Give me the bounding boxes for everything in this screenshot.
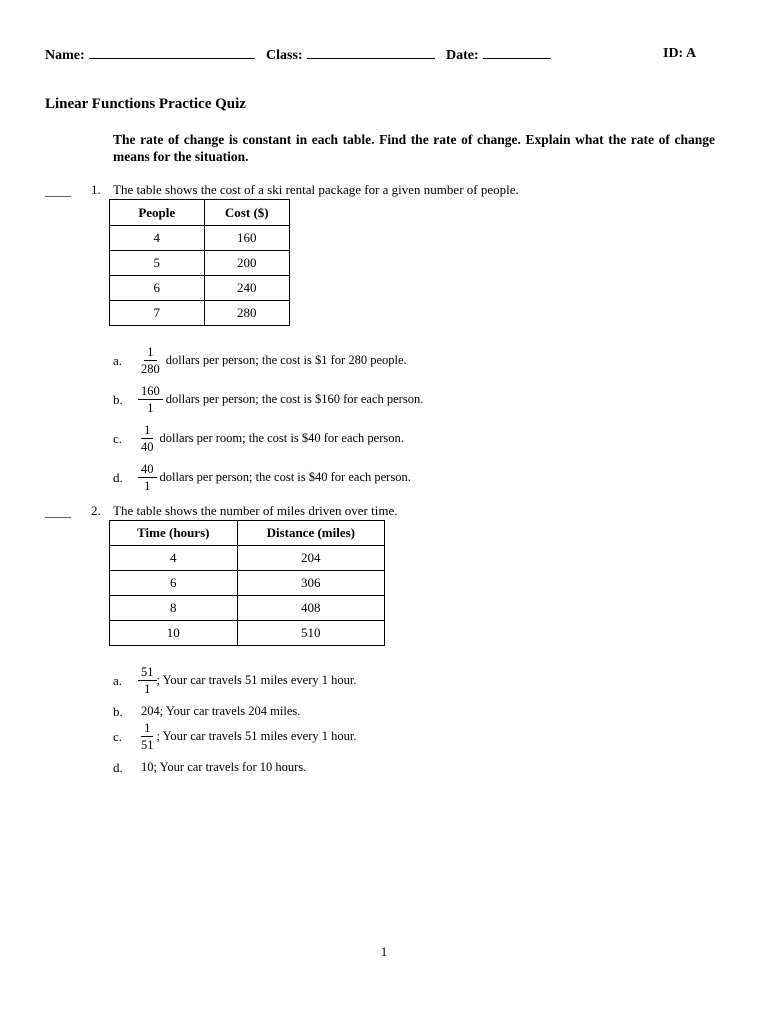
fraction-denominator: 1 [144,479,151,493]
fraction [138,721,157,752]
fraction-denominator: 51 [141,738,154,752]
fraction [138,384,163,415]
table-cell: 306 [237,571,384,596]
question-number-1: 1. [91,182,101,197]
class-blank [307,46,435,59]
choice-text: ; Your car travels 51 miles every 1 hour. [156,729,357,743]
fraction [138,462,157,493]
fraction-numerator: 40 [138,462,157,478]
ski-rental-table [109,199,290,326]
date-blank [483,46,551,59]
fraction [138,423,157,454]
fraction-numerator: 1 [141,423,153,439]
table-cell: 4 [110,226,205,251]
table-cell: 5 [110,251,205,276]
table-cell: 6 [110,276,205,301]
table-cell: 510 [237,621,384,646]
fraction-numerator: 160 [138,384,163,400]
quiz-title: Linear Functions Practice Quiz [45,96,246,112]
choice-2a [138,665,356,696]
table-header: People [110,200,205,226]
choice-text: dollars per person; the cost is $160 for each person. [165,392,424,406]
name-blank [89,46,255,59]
table-cell: 6 [110,571,238,596]
date-field [446,46,551,64]
table-header: Cost ($) [204,200,289,226]
table-header: Time (hours) [110,521,238,546]
class-field [266,46,435,64]
choice-text: dollars per room; the cost is $40 for each person. [159,431,404,445]
fraction-denominator: 40 [141,440,154,454]
table-cell: 10 [110,621,238,646]
choice-1c [138,423,404,454]
choice-letter: b. [113,704,123,719]
fraction-denominator: 1 [144,682,151,696]
choice-letter: c. [113,729,123,744]
question-text-2: The table shows the number of miles driven over time. [113,503,398,518]
choice-text: dollars per person; the cost is $1 for 280 people. [165,353,407,367]
table-cell: 160 [204,226,289,251]
choice-text: dollars per person; the cost is $40 for each person. [159,470,411,484]
fraction-denominator: 1 [147,401,154,415]
fraction [138,345,163,376]
id-label: ID: A [663,46,697,61]
table-cell: 240 [204,276,289,301]
choice-text: 10; Your car travels for 10 hours. [141,760,307,774]
choice-2d [141,760,306,775]
page-number: 1 [380,944,388,959]
fraction-numerator: 1 [141,721,153,737]
fraction-numerator: 51 [138,665,157,681]
table-cell: 280 [204,301,289,326]
instructions: The rate of change is constant in each table. Find the rate of change. Explain what the rate of change means for the situation. [113,132,715,164]
choice-1b [138,384,423,415]
answer-blank-1: ____ [45,183,71,198]
table-header: Distance (miles) [237,521,384,546]
choice-letter: d. [113,470,123,485]
fraction [138,665,157,696]
choice-2c [138,721,356,752]
table-cell: 7 [110,301,205,326]
fraction-numerator: 1 [144,345,156,361]
choice-text: 204; Your car travels 204 miles. [141,704,301,718]
name-field [45,46,255,64]
table-cell: 200 [204,251,289,276]
choice-letter: a. [113,353,123,368]
name-label: Name: [45,48,85,63]
choice-letter: b. [113,392,123,407]
choice-1a [138,345,407,376]
choice-1d [138,462,411,493]
answer-blank-2: ____ [45,504,71,519]
table-cell: 8 [110,596,238,621]
question-number-2: 2. [91,503,101,518]
date-label: Date: [446,48,479,63]
question-text-1: The table shows the cost of a ski rental package for a given number of people. [113,182,519,197]
table-cell: 4 [110,546,238,571]
table-cell: 408 [237,596,384,621]
choice-letter: c. [113,431,123,446]
choice-2b [141,704,300,719]
miles-driven-table [109,520,385,646]
choice-text: ; Your car travels 51 miles every 1 hour. [156,673,357,687]
class-label: Class: [266,48,303,63]
fraction-denominator: 280 [141,362,160,376]
choice-letter: a. [113,673,123,688]
table-cell: 204 [237,546,384,571]
choice-letter: d. [113,760,123,775]
